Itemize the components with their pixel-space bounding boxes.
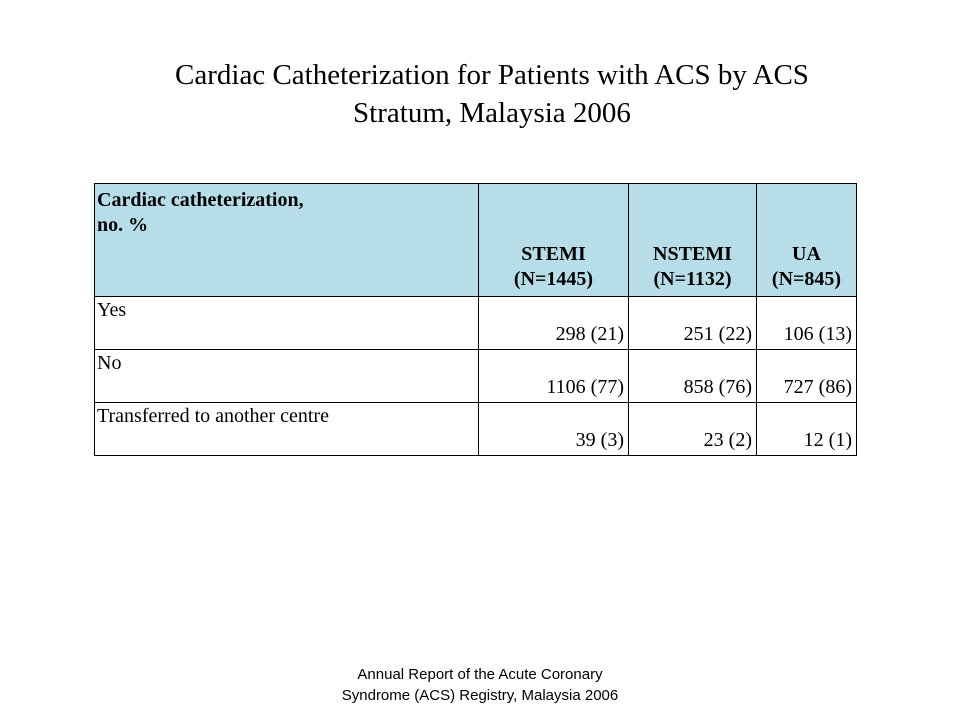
row-label-transferred: Transferred to another centre bbox=[95, 403, 479, 456]
row-label-no: No bbox=[95, 350, 479, 403]
slide-title-line-2: Stratum, Malaysia 2006 bbox=[353, 97, 631, 129]
cell-no-nstemi: 858 (76) bbox=[629, 350, 757, 403]
slide-footer bbox=[280, 664, 680, 706]
header-stemi-name: STEMI bbox=[521, 243, 586, 265]
header-category-line-2: no. % bbox=[97, 214, 149, 236]
cell-no-stemi: 1106 (77) bbox=[479, 350, 629, 403]
slide-title bbox=[60, 56, 924, 132]
header-category-line-1: Cardiac catheterization, bbox=[97, 189, 304, 211]
cell-transferred-nstemi: 23 (2) bbox=[629, 403, 757, 456]
cell-transferred-ua: 12 (1) bbox=[757, 403, 857, 456]
slide-title-line-1: Cardiac Catheterization for Patients with ACS by ACS bbox=[175, 59, 809, 91]
header-nstemi-n: (N=1132) bbox=[653, 268, 732, 290]
header-ua-name: UA bbox=[792, 243, 821, 265]
header-nstemi-name: NSTEMI bbox=[653, 243, 732, 265]
header-cell-nstemi bbox=[629, 184, 757, 297]
row-label-yes: Yes bbox=[95, 297, 479, 350]
cell-yes-nstemi: 251 (22) bbox=[629, 297, 757, 350]
cell-yes-stemi: 298 (21) bbox=[479, 297, 629, 350]
table-row bbox=[95, 350, 857, 403]
footer-line-2: Syndrome (ACS) Registry, Malaysia 2006 bbox=[341, 687, 619, 704]
cell-no-ua: 727 (86) bbox=[757, 350, 857, 403]
header-cell-ua bbox=[757, 184, 857, 297]
header-cell-category bbox=[95, 184, 479, 297]
table-row bbox=[95, 403, 857, 456]
cell-transferred-stemi: 39 (3) bbox=[479, 403, 629, 456]
table-header-row bbox=[95, 184, 857, 297]
catheterization-table bbox=[94, 183, 857, 456]
cell-yes-ua: 106 (13) bbox=[757, 297, 857, 350]
footer-line-1: Annual Report of the Acute Coronary bbox=[357, 666, 603, 683]
header-stemi-n: (N=1445) bbox=[513, 268, 594, 290]
header-cell-stemi bbox=[479, 184, 629, 297]
table-row bbox=[95, 297, 857, 350]
header-ua-n: (N=845) bbox=[771, 268, 842, 290]
